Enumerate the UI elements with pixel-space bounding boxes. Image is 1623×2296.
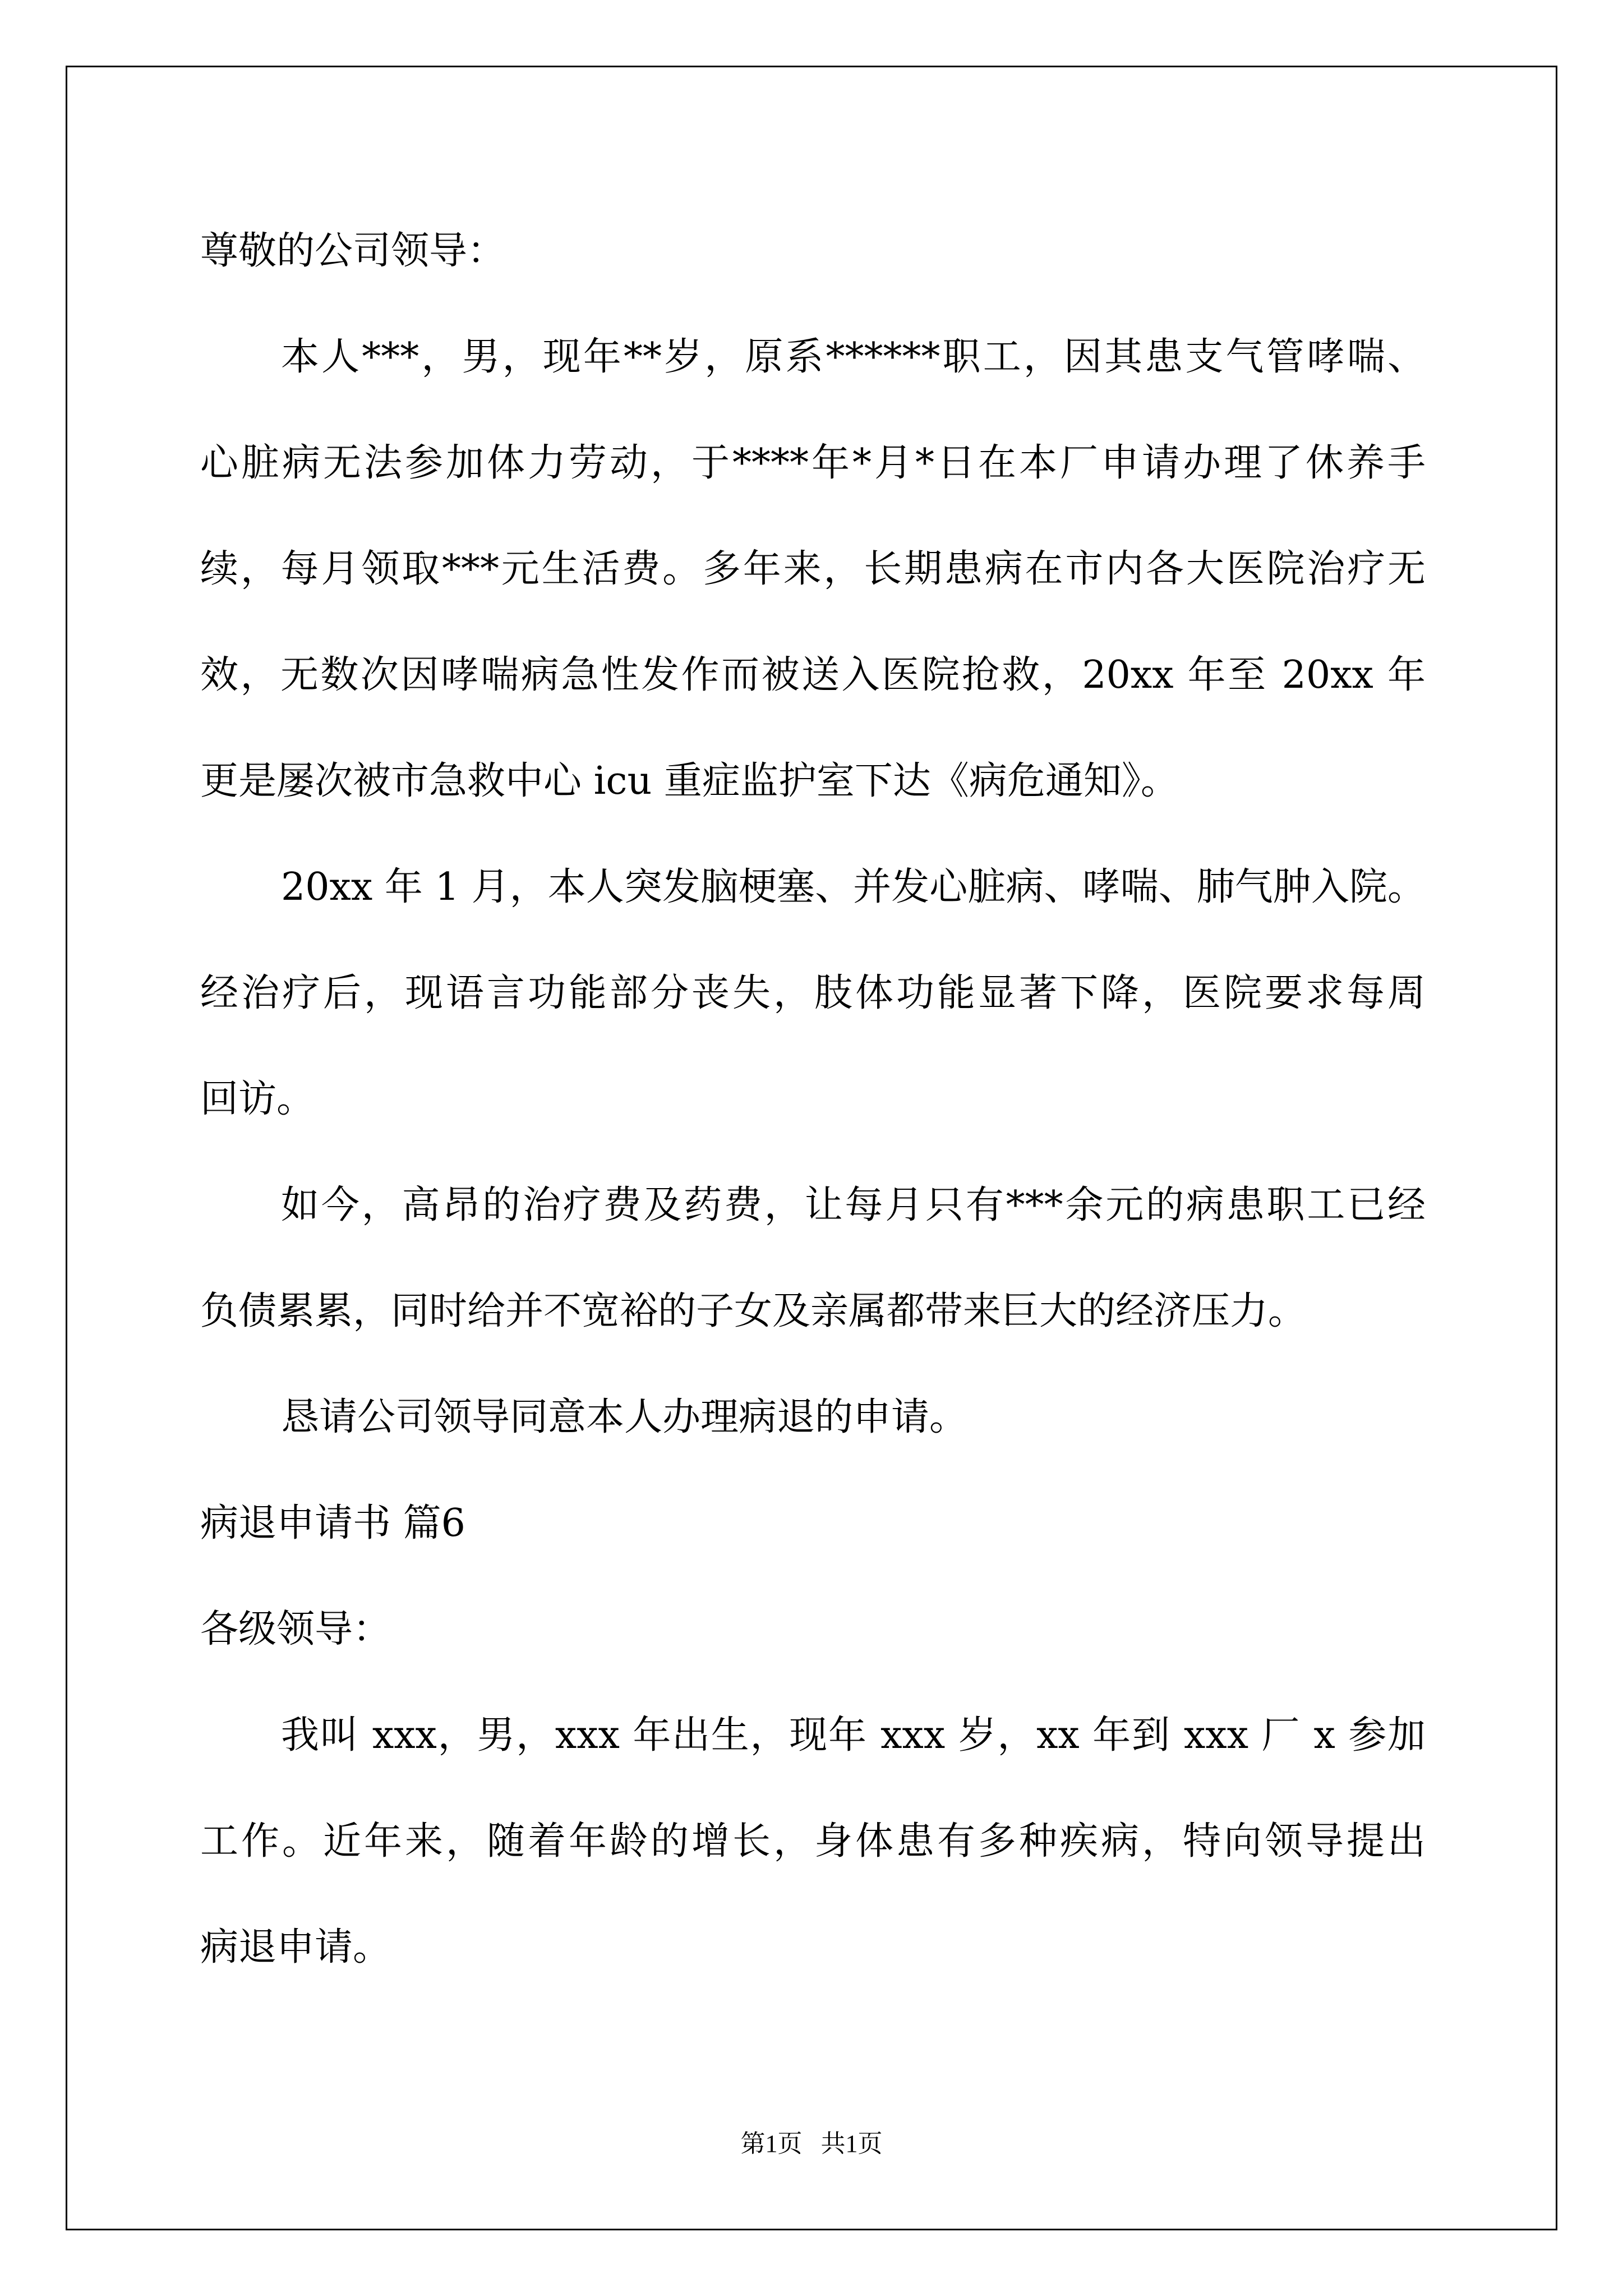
paragraph-line: 经治疗后，现语言功能部分丧失，肢体功能显著下降，医院要求每周 [200, 971, 1426, 1015]
paragraph-line: 回访。 [200, 1077, 315, 1121]
paragraph-line: 工作。近年来，随着年龄的增长，身体患有多种疾病，特向领导提出 [200, 1819, 1426, 1864]
section-heading: 病退申请书 篇6 [200, 1501, 465, 1545]
document-body [200, 198, 1426, 2000]
salutation: 尊敬的公司领导： [200, 229, 506, 273]
paragraph-line: 续，每月领取***元生活费。多年来，长期患病在市内各大医院治疗无 [200, 547, 1426, 591]
paragraph-line: 我叫 xxx，男，xxx 年出生，现年 xxx 岁，xx 年到 xxx 厂 x 参加 [281, 1713, 1426, 1757]
paragraph-line: 20xx 年 1 月，本人突发脑梗塞、并发心脏病、哮喘、肺气肿入院。 [281, 865, 1426, 909]
paragraph-line: 如今，高昂的治疗费及药费，让每月只有***余元的病患职工已经 [281, 1183, 1426, 1227]
paragraph-line: 负债累累，同时给并不宽裕的子女及亲属都带来巨大的经济压力。 [200, 1289, 1307, 1333]
paragraph-line: 本人***，男，现年**岁，原系******职工，因其患支气管哮喘、 [281, 335, 1426, 379]
paragraph-line: 效，无数次因哮喘病急性发作而被送入医院抢救，20xx 年至 20xx 年 [200, 653, 1426, 697]
page-number-footer: 第1页 共1页 [740, 2130, 883, 2157]
salutation: 各级领导： [200, 1607, 391, 1651]
paragraph-line: 更是屡次被市急救中心 icu 重症监护室下达《病危通知》。 [200, 759, 1179, 803]
paragraph-line: 恳请公司领导同意本人办理病退的申请。 [281, 1395, 968, 1439]
paragraph-line: 病退申请。 [200, 1925, 391, 1970]
paragraph-line: 心脏病无法参加体力劳动，于****年*月*日在本厂申请办理了休养手 [200, 441, 1426, 485]
